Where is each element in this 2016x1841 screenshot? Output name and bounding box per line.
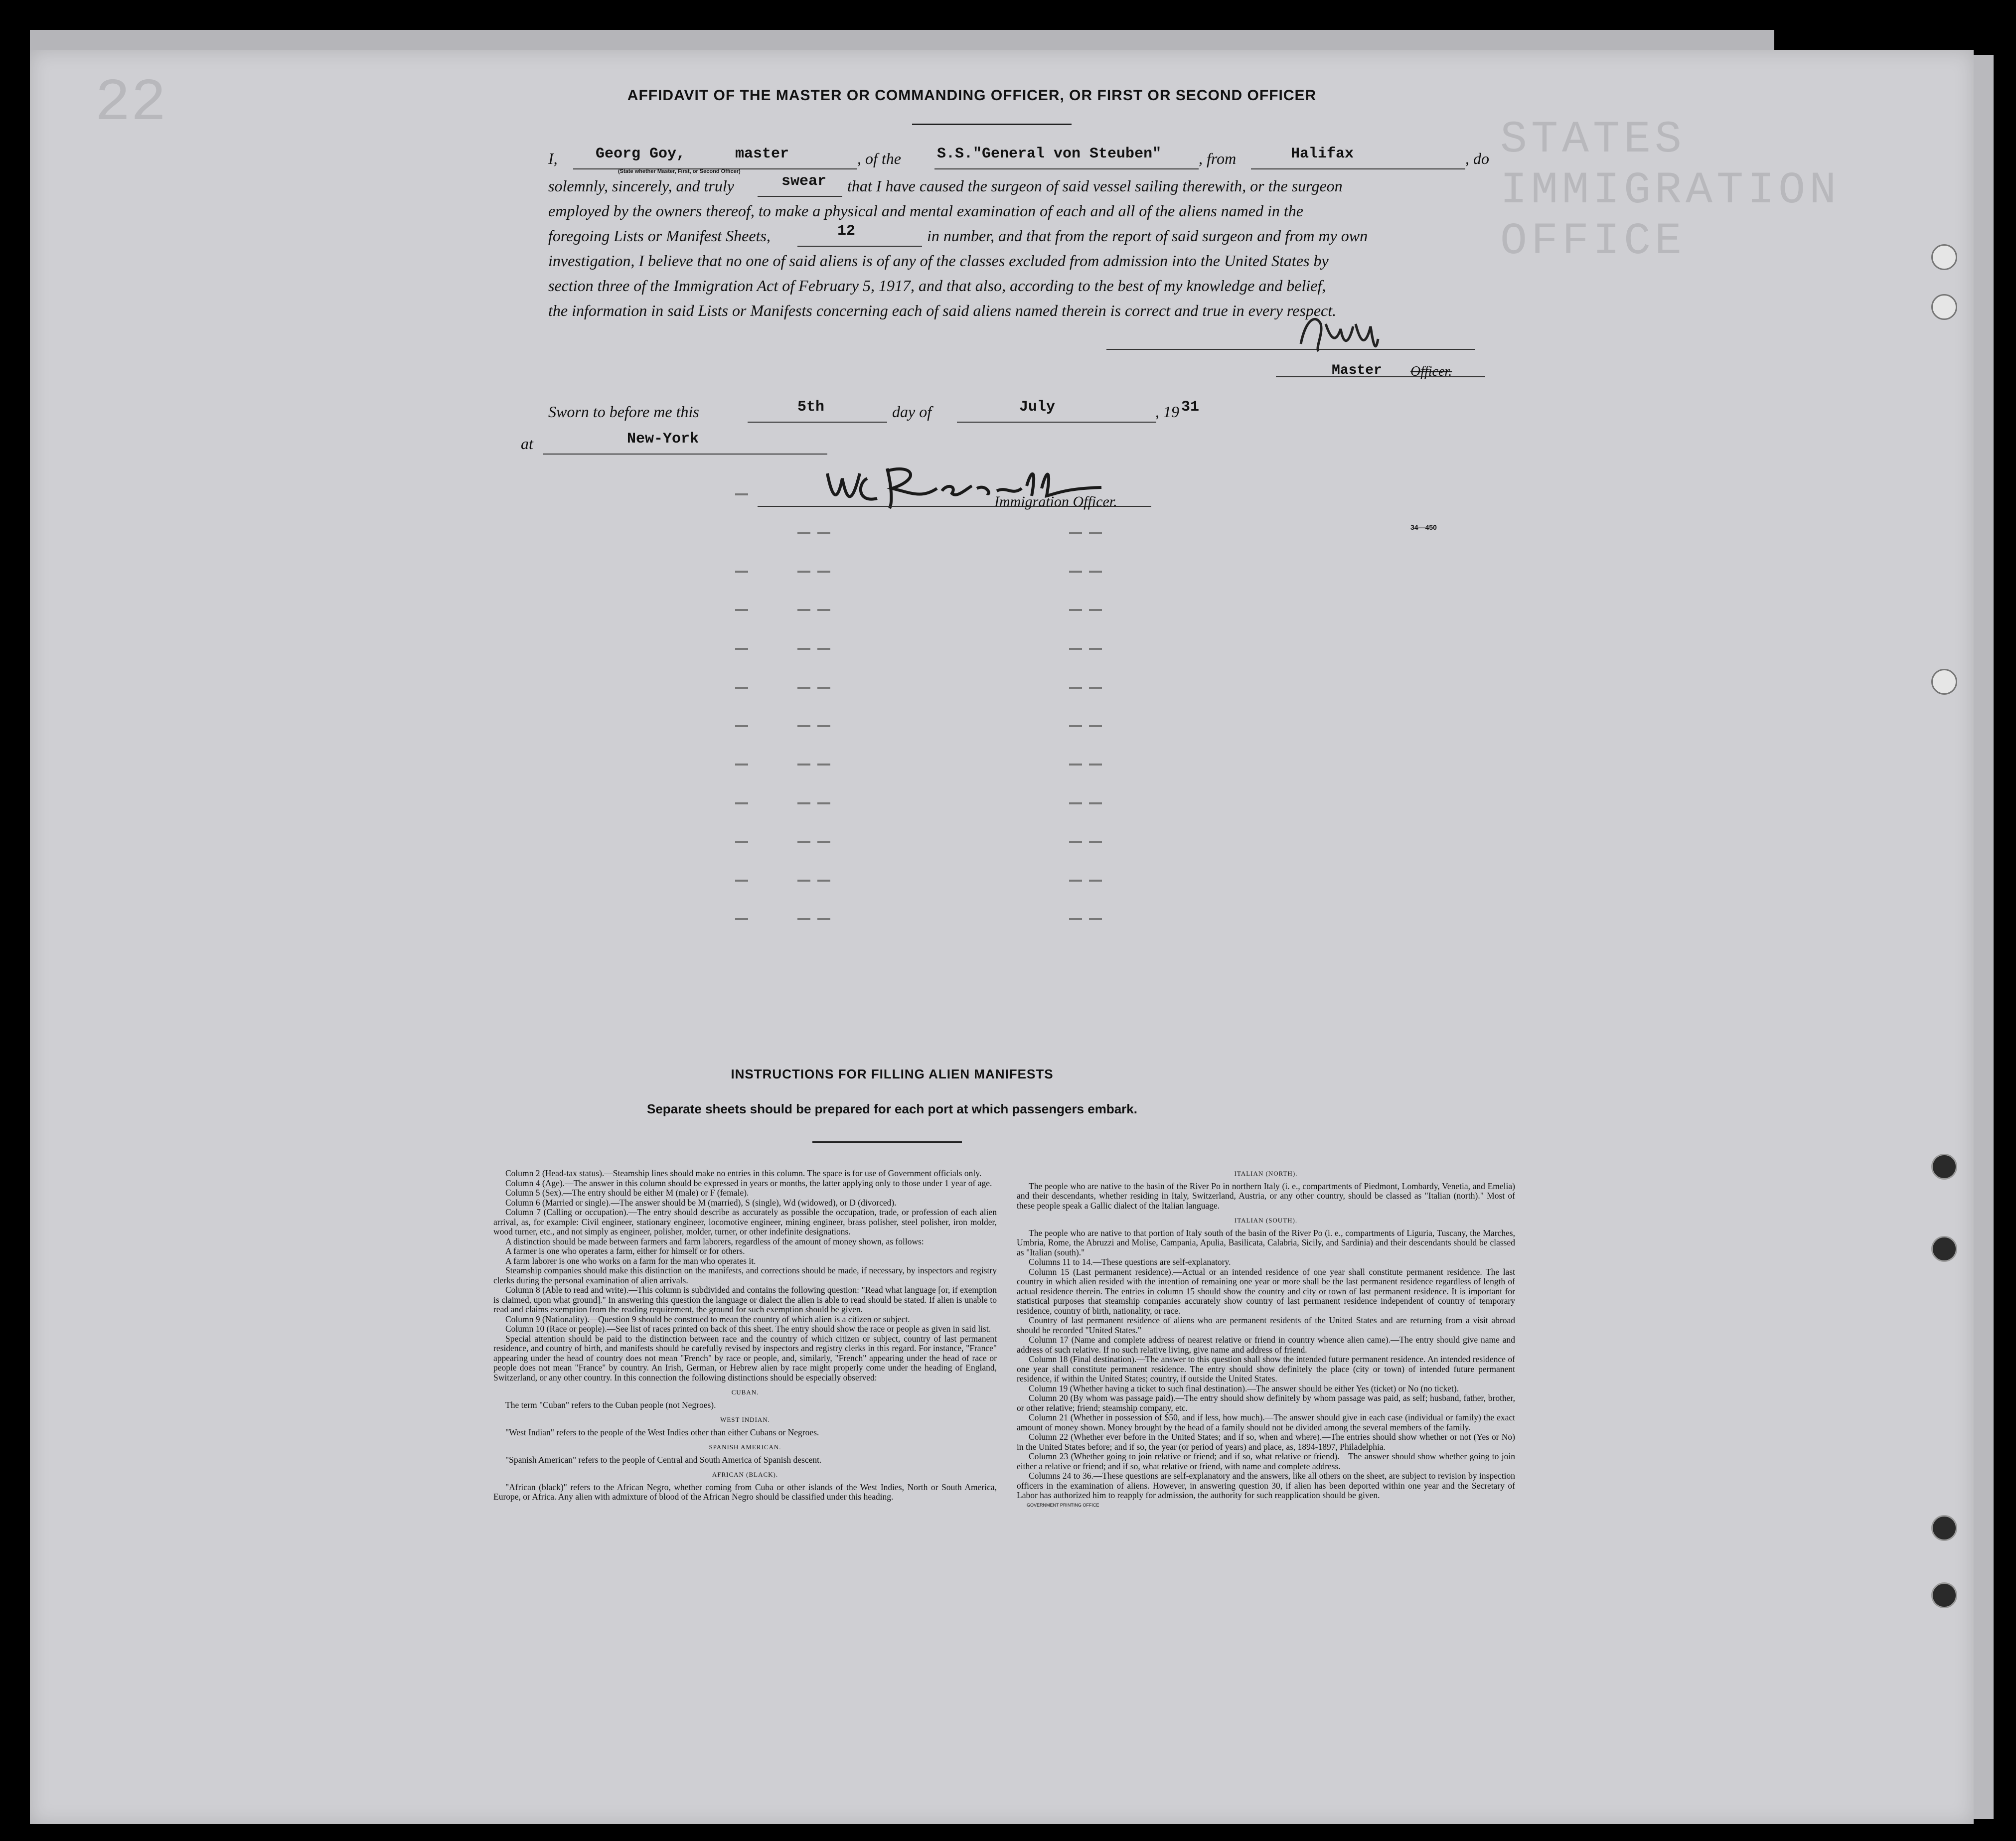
affidavit-line-2a: solemnly, sincerely, and truly [548,177,734,195]
bleed-mark [817,571,830,573]
do-label: , do [1465,150,1489,167]
right-paragraph: Column 22 (Whether ever before in the United States; and if so, when and where).—The entries should show whether or not (Yes or No) in the United States before; and if so, the year (or period of years) and place, as, 1894-1897, Philadelphia. [1017,1432,1515,1452]
count-line [797,228,922,247]
bleed-mark [1089,802,1102,804]
bleed-mark [817,880,830,882]
right-paragraph: Column 17 (Name and complete address of nearest relative or friend in country whence alien came).—The entry should give name and address of such relative. If no such relative living, give name and address of friend. [1017,1335,1515,1355]
bleed-mark [1089,918,1102,920]
bleed-mark [735,764,748,766]
binder-hole [1931,1236,1957,1262]
right-paragraph: Column 20 (By whom was passage paid).—The entry should show definitely by whom passage was paid, as self; husband, father, brother, or other relative; friend; steamship company, etc. [1017,1393,1515,1413]
section-heading-italian-south: ITALIAN (SOUTH). [1234,1217,1298,1224]
affidavit-line-4b: in number, and that from the report of said surgeon and from my own [927,227,1368,245]
bleed-mark [1089,764,1102,766]
from-label: , from [1199,150,1237,167]
sworn-place: New-York [627,431,699,448]
bleed-through-mark: 22 [95,70,167,138]
affidavit-line-4a: foregoing Lists or Manifest Sheets, [548,227,771,245]
left-paragraph: Column 4 (Age).—The answer in this column should be expressed in years or months, the latter applying only to those under 1 year of age. [505,1178,992,1188]
left-paragraph: Column 10 (Race or people).—See list of races printed on back of this sheet. The entry should show the race or people as given in said list. [505,1324,991,1334]
bleed-mark [735,609,748,611]
binder-hole [1931,294,1957,320]
bleed-through-heading: STATES IMMIGRATION OFFICE [1500,115,1841,267]
instructions-subheading: Separate sheets should be prepared for each port at which passengers embark. [647,1101,1137,1116]
instructions-right-column [1017,1164,1515,1510]
master-signature [1291,304,1396,359]
west-indian-definition: "West Indian" refers to the people of the West Indies other than either Cubans or Negroes. [505,1427,819,1437]
italian-north-definition: The people who are native to the basin of the River Po in northern Italy (i. e., compartments of Piedmont, Lombardy, Venetia, and Emelia) and their descendants, whether residing in Italy, Switzerland, Austria, or any other country, should be classed as "Italian (north)." Most of these people speak a Gallic dialect of the Italian language. [1017,1181,1515,1211]
right-paragraph: Column 19 (Whether having a ticket to such final destination).—The answer should be either Yes (ticket) or No (no ticket). [1029,1383,1459,1393]
officer-rank: master [735,146,789,162]
bleed-mark [797,880,810,882]
left-paragraph: Column 9 (Nationality).—Question 9 should be construed to mean the country of which alien is a citizen or subject. [505,1314,910,1324]
bleed-mark [797,648,810,650]
bleed-mark [735,841,748,843]
bleed-mark [1089,648,1102,650]
section-heading-cuban: CUBAN. [731,1388,759,1396]
bleed-mark [797,532,810,534]
bleed-mark [735,725,748,727]
bleed-mark [735,571,748,573]
bleed-mark [817,802,830,804]
month-line [957,404,1156,423]
left-paragraph: Column 2 (Head-tax status).—Steamship lines should make no entries in this column. The space is for use of Government officials only. [505,1168,982,1178]
bleed-mark [797,571,810,573]
bleed-mark [1089,880,1102,882]
left-paragraph: Steamship companies should make this distinction on the manifests, and corrections should be made, if necessary, by inspectors and registry clerks during the personal examination of alien arrivals. [493,1265,997,1285]
bleed-mark [1089,687,1102,689]
bleed-mark [735,918,748,920]
bleed-mark [797,802,810,804]
right-paragraph: Column 23 (Whether going to join relative or friend; and if so, what relative or friend).—The answer should show whether going to join either a relative or friend; and if so, what relative or friend, with name and complete address. [1017,1451,1515,1471]
right-paragraph: Column 15 (Last permanent residence).—Actual or an intended residence of one year shall constitute permanent residence. The last country in which alien resided with the intention of remaining one year or more shall be the last permanent residence regardless of length of actual residence therein. The entries in column 15 should show the country and city or town of last permanent residence. It is important for statistical purposes that steamship companies accurately show country of last permanent residence independent of country of temporary residence, country of birth, nationality, or race. [1017,1266,1515,1316]
bleed-mark [797,687,810,689]
bleed-mark [797,764,810,766]
ship-name: S.S."General von Steuben" [937,146,1162,162]
bleed-mark [1069,841,1082,843]
bleed-mark [797,725,810,727]
alien-count: 12 [837,223,856,240]
left-paragraph: A distinction should be made between farmers and farm laborers, regardless of the amount of money shown, as follows: [505,1236,924,1246]
bleed-mark [797,918,810,920]
struck-officer: Officer. [1410,364,1452,379]
bleed-mark [1069,880,1082,882]
bleed-mark [1069,532,1082,534]
bleed-mark [817,648,830,650]
affidavit-i: I, [548,150,558,167]
affidavit-line-6: section three of the Immigration Act of February 5, 1917, and that also, according to the best of my knowledge and belief, [548,277,1326,295]
spanish-american-definition: "Spanish American" refers to the people of Central and South America of Spanish descent. [505,1454,822,1465]
instructions-left-column [493,1169,997,1502]
rank-note: (State whether Master, First, or Second Officer) [618,168,741,174]
left-paragraph: Column 8 (Able to read and write).—This column is subdivided and contains the following question: "Read what language [or, if exemption is claimed, upon what ground]." In answering this question the language or dialect the alien is able to read should be stated. If alien is unable to read and claims exemption from the reading requirement, the ground for such exemption should be given. [493,1285,997,1314]
bleed-mark [1089,725,1102,727]
sworn-month: July [1019,399,1056,416]
right-paragraph: Column 18 (Final destination).—The answer to this question shall show the intended future permanent residence. An intended residence of one year shall constitute permanent residence. The entry should show definitely the place (city or town) of intended future permanent residence, if within the United States; country, if outside the United States. [1017,1354,1515,1383]
affidavit-line-5: investigation, I believe that no one of said aliens is of any of the classes excluded from admission into the United States by [548,252,1329,270]
affidavit-heading: AFFIDAVIT OF THE MASTER OR COMMANDING OFFICER, OR FIRST OR SECOND OFFICER [627,87,1317,104]
italian-south-definition: The people who are native to that portion of Italy south of the basin of the River Po (i. e., compartments of Liguria, Tuscany, the Marches, Umbria, Rome, the Abruzzi and Molise, Campania, Apulia, Basilicata, Calabria, Sicily, and Sardinia) and their descendants should be classed as "Italian (south)." [1017,1227,1515,1257]
binder-hole [1931,1515,1957,1541]
printer-imprint: GOVERNMENT PRINTING OFFICE [1027,1502,1099,1508]
sworn-day: 5th [797,399,825,416]
left-paragraph: Special attention should be paid to the distinction between race and the country of which citizen or subject, country of last permanent residence, and country of birth, and manifests should be carefully revised by inspectors and registry clerks in this regard. For instance, "France" appearing under the head of country does not mean "French" by race or people, and, similarly, "French" appearing under the head of race or people does not mean "France" by country. An Irish, German, or Hebrew alien by race might properly come under the heading of England, Switzerland, or any other country. In this connection the following distinctions should be especially observed: [493,1333,997,1382]
affidavit-line-7: the information in said Lists or Manifests concerning each of said aliens named therein is correct and true in every respect. [548,302,1337,319]
binder-hole [1931,1582,1957,1608]
binder-hole [1931,244,1957,270]
left-paragraph: Column 7 (Calling or occupation).—The entry should describe as accurately as possible the occupation, trade, or profession of each alien arrival, as, for example: Civil engineer, stationary engineer, locomotive engineer, mining engineer, brass polisher, steel polisher, iron molder, wood turner, etc., and not simply as engineer, polisher, molder, turner, or other indefinite designations. [493,1207,997,1236]
section-heading-african: AFRICAN (BLACK). [712,1471,778,1478]
binder-hole [1931,1154,1957,1180]
right-paragraph: Columns 24 to 36.—These questions are self-explanatory and the answers, like all others on the sheet, are subject to revision by inspection officers in the examination of aliens. However, in answering question 30, if alien has been deported within one year and the Secretary of Labor has authorized him to reapply for admission, the authority for such reapplication should be given. [1017,1471,1515,1500]
instructions-heading: INSTRUCTIONS FOR FILLING ALIEN MANIFESTS [731,1067,1054,1081]
officer-name: Georg Goy, [596,146,686,162]
bleed-mark [735,493,748,495]
bleed-mark [1069,918,1082,920]
section-heading-spanish-american: SPANISH AMERICAN. [709,1443,781,1451]
bleed-mark [1069,571,1082,573]
section-heading-italian-north: ITALIAN (NORTH). [1234,1170,1298,1177]
sworn-year: 31 [1181,399,1200,416]
signer-title: Master [1332,363,1382,378]
bleed-mark [735,687,748,689]
bleed-mark [735,802,748,804]
bleed-mark [735,880,748,882]
left-paragraph: A farm laborer is one who works on a farm for the man who operates it. [505,1255,756,1266]
right-paragraph: Column 21 (Whether in possession of $50, and if less, how much).—The answer should give in each case (individual or family) the exact amount of money shown. Money brought by the head of a family should not be divided among the several members of the family. [1017,1412,1515,1432]
of-the-label: , of the [857,150,901,167]
bleed-mark [1069,802,1082,804]
left-paragraph: A farmer is one who operates a farm, either for himself or for others. [505,1246,745,1256]
form-number: 34—450 [1410,523,1437,531]
at-label: at [521,435,533,453]
bleed-mark [1089,532,1102,534]
bleed-mark [1069,648,1082,650]
affidavit-line-3: employed by the owners thereof, to make a physical and mental examination of each and all of the aliens named in the [548,202,1303,220]
instructions-rule [812,1141,962,1143]
african-definition: "African (black)" refers to the African Negro, whether coming from Cuba or other islands of the West Indies, North or South America, Europe, or Africa. Any alien with admixture of blood of the African Negro should be classified under this heading. [493,1482,997,1502]
bleed-mark [1089,609,1102,611]
oath-word: swear [781,173,827,190]
bleed-mark [1089,841,1102,843]
bleed-mark [1069,609,1082,611]
bleed-mark [817,532,830,534]
page-top-edge [30,30,1774,50]
right-paragraph: Columns 11 to 14.—These questions are self-explanatory. [1029,1257,1231,1267]
bleed-mark [735,648,748,650]
bleed-mark [1069,687,1082,689]
sworn-label: Sworn to before me this [548,403,699,421]
cuban-definition: The term "Cuban" refers to the Cuban people (not Negroes). [505,1399,716,1410]
bleed-mark [817,725,830,727]
bleed-mark [1069,764,1082,766]
departure-port: Halifax [1291,146,1354,162]
day-of-label: day of [892,403,932,421]
heading-rule [912,124,1072,125]
bleed-mark [797,609,810,611]
page-right-edge [1974,55,1994,1819]
bleed-mark [797,841,810,843]
bleed-mark [817,609,830,611]
bleed-mark [817,687,830,689]
bleed-mark [817,841,830,843]
port-line [1251,151,1465,169]
right-paragraph: Country of last permanent residence of aliens who are permanent residents of the United States and are returning from a visit abroad should be recorded "United States." [1017,1315,1515,1335]
bleed-mark [1069,725,1082,727]
left-paragraph: Column 6 (Married or single).—The answer should be M (married), S (single), Wd (widowed), or D (divorced). [505,1197,897,1208]
year-prefix: , 19 [1155,403,1179,421]
affidavit-line-2b: that I have caused the surgeon of said vessel sailing therewith, or the surgeon [847,177,1343,195]
section-heading-west-indian: WEST INDIAN. [720,1416,770,1423]
left-paragraph: Column 5 (Sex).—The entry should be either M (male) or F (female). [505,1188,749,1198]
immigration-officer-label: Immigration Officer. [994,493,1117,510]
binder-hole [1931,669,1957,695]
bleed-mark [1089,571,1102,573]
bleed-mark [817,918,830,920]
bleed-mark [817,764,830,766]
